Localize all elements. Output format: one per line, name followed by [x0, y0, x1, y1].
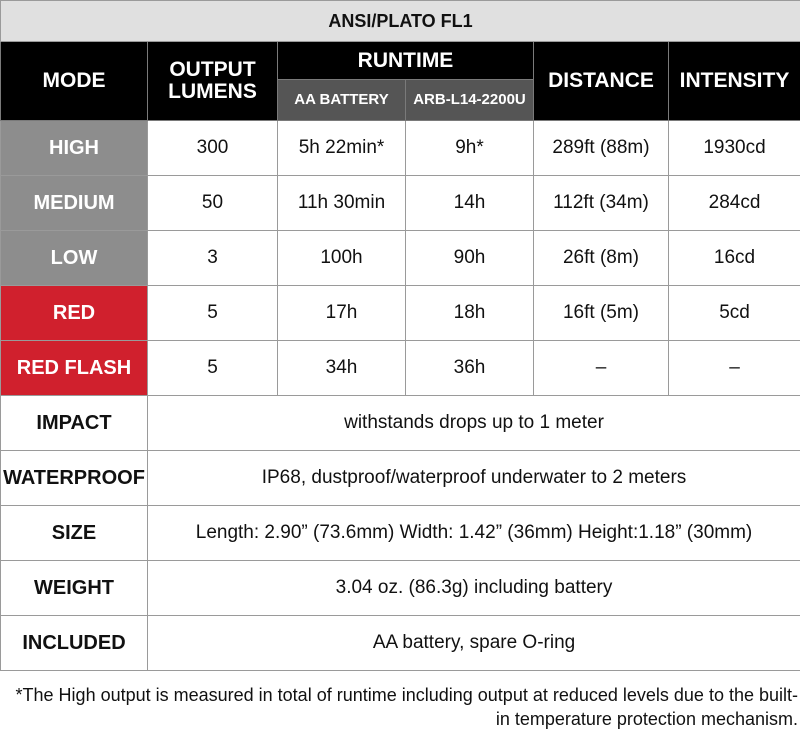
mode-row-low [1, 231, 800, 286]
spec-label: SIZE [1, 506, 148, 561]
distance-cell: 16ft (5m) [534, 286, 669, 341]
intensity-cell: 5cd [669, 286, 800, 341]
mode-row-medium [1, 176, 800, 231]
distance-cell: 26ft (8m) [534, 231, 669, 286]
runtime-aa-cell: 17h [278, 286, 406, 341]
distance-cell: – [534, 341, 669, 396]
intensity-cell: – [669, 341, 800, 396]
intensity-cell: 1930cd [669, 121, 800, 176]
runtime-arb-cell: 90h [406, 231, 534, 286]
output-cell: 3 [148, 231, 278, 286]
runtime-arb-cell: 14h [406, 176, 534, 231]
runtime-aa-cell: 100h [278, 231, 406, 286]
footnote: *The High output is measured in total of runtime including output at reduced levels due to the built-in temperature protection mechanism. [15, 685, 798, 729]
mode-label: LOW [1, 231, 148, 286]
header-mode: MODE [1, 42, 148, 121]
spec-value: withstands drops up to 1 meter [148, 396, 800, 451]
spec-value: 3.04 oz. (86.3g) including battery [148, 561, 800, 616]
header-intensity: INTENSITY [669, 42, 800, 121]
spec-row-included [1, 616, 800, 671]
spec-value: AA battery, spare O-ring [148, 616, 800, 671]
standard-title: ANSI/PLATO FL1 [1, 1, 800, 42]
mode-row-red [1, 286, 800, 341]
mode-label: HIGH [1, 121, 148, 176]
header-runtime: RUNTIME [278, 42, 534, 80]
mode-row-red-flash [1, 341, 800, 396]
mode-row-high [1, 121, 800, 176]
intensity-cell: 16cd [669, 231, 800, 286]
distance-cell: 112ft (34m) [534, 176, 669, 231]
spec-label: WEIGHT [1, 561, 148, 616]
runtime-arb-cell: 9h* [406, 121, 534, 176]
runtime-arb-cell: 36h [406, 341, 534, 396]
spec-row-waterproof [1, 451, 800, 506]
spec-label: WATERPROOF [1, 451, 148, 506]
intensity-cell: 284cd [669, 176, 800, 231]
output-cell: 5 [148, 286, 278, 341]
spec-row-impact [1, 396, 800, 451]
mode-label: RED FLASH [1, 341, 148, 396]
spec-value: Length: 2.90” (73.6mm) Width: 1.42” (36mm) Height:1.18” (30mm) [148, 506, 800, 561]
spec-value: IP68, dustproof/waterproof underwater to 2 meters [148, 451, 800, 506]
spec-label: IMPACT [1, 396, 148, 451]
standard-banner-row [1, 1, 800, 42]
output-cell: 5 [148, 341, 278, 396]
output-cell: 50 [148, 176, 278, 231]
spec-label: INCLUDED [1, 616, 148, 671]
distance-cell: 289ft (88m) [534, 121, 669, 176]
runtime-arb-cell: 18h [406, 286, 534, 341]
output-cell: 300 [148, 121, 278, 176]
mode-label: MEDIUM [1, 176, 148, 231]
header-aa-battery: AA BATTERY [278, 80, 406, 121]
header-distance: DISTANCE [534, 42, 669, 121]
runtime-aa-cell: 5h 22min* [278, 121, 406, 176]
spec-row-weight [1, 561, 800, 616]
header-output-lumens: OUTPUT LUMENS [148, 42, 278, 121]
runtime-aa-cell: 11h 30min [278, 176, 406, 231]
runtime-aa-cell: 34h [278, 341, 406, 396]
header-arb-battery: ARB-L14-2200U [406, 80, 534, 121]
mode-label: RED [1, 286, 148, 341]
header-row [1, 42, 800, 80]
spec-row-size [1, 506, 800, 561]
